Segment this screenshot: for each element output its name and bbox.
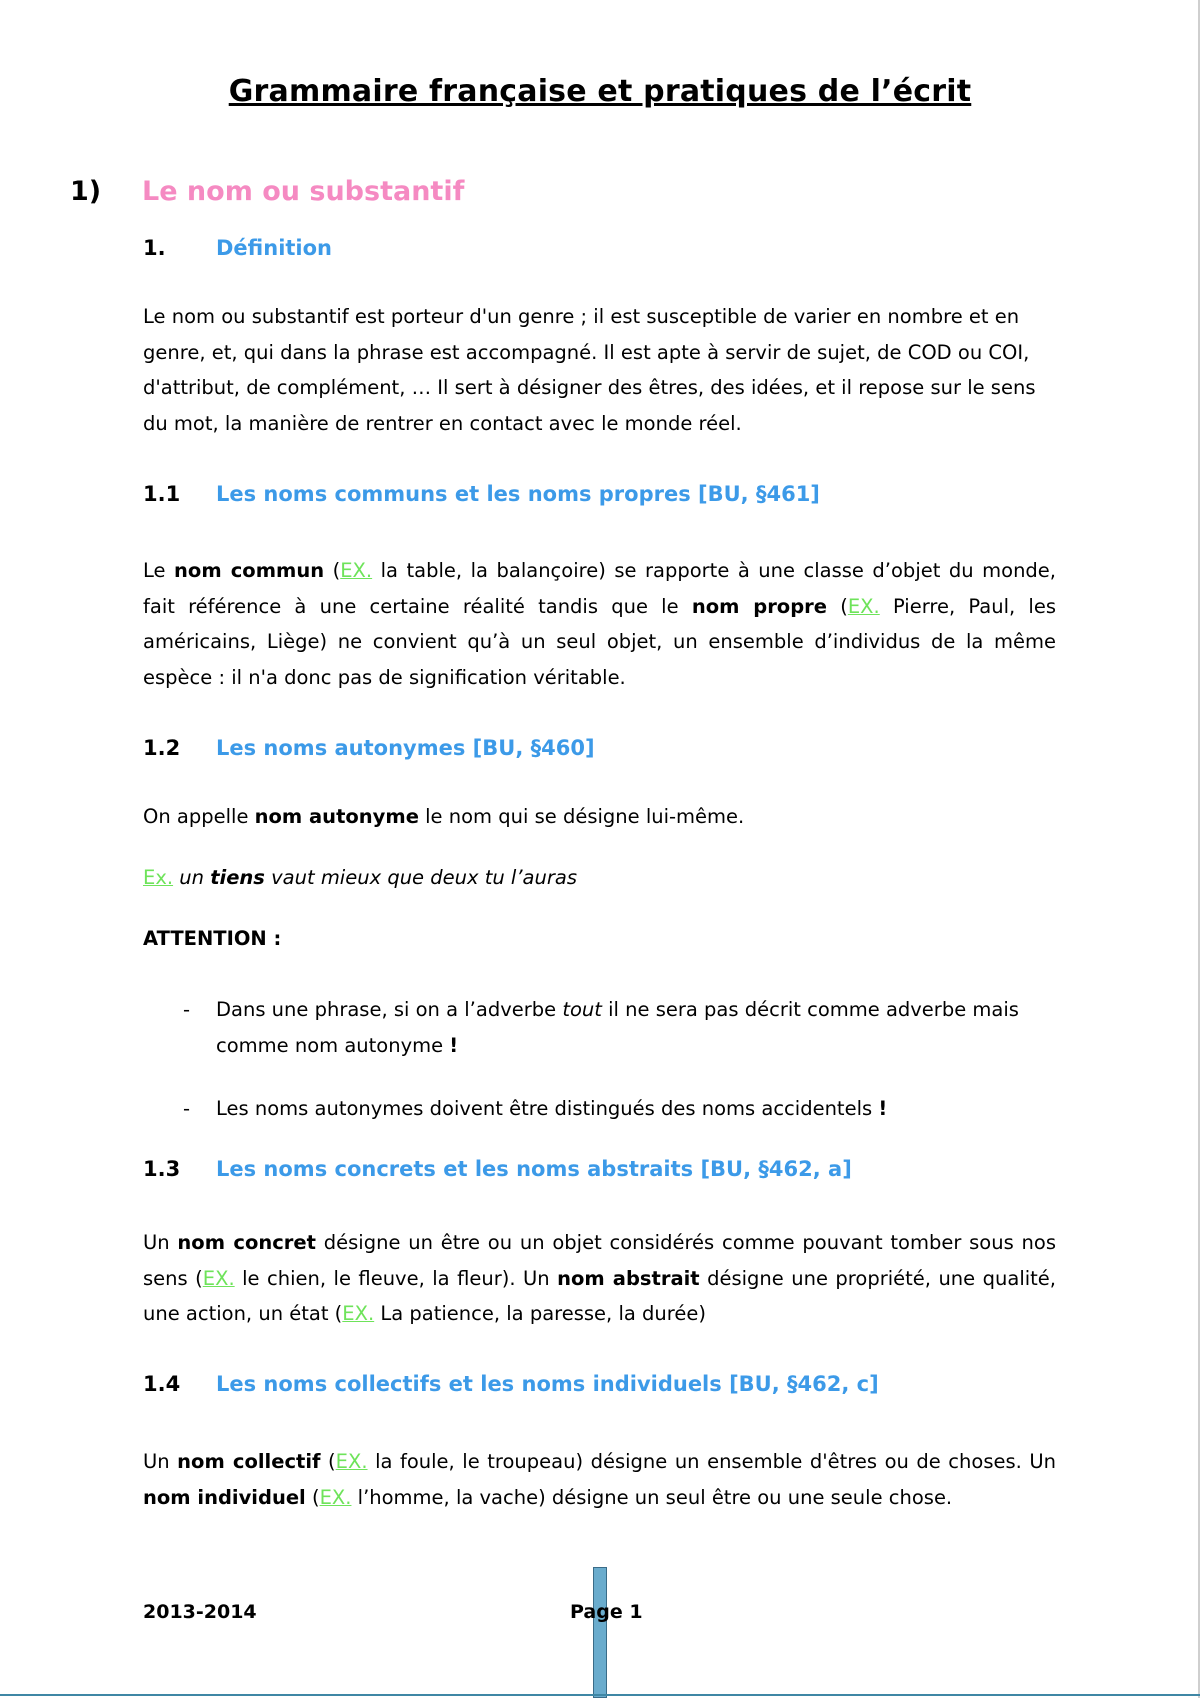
text-run: vaut mieux que deux tu l’auras <box>264 866 577 889</box>
footer-year: 2013-2014 <box>143 1601 257 1623</box>
subheading-number: 1.4 <box>143 1372 181 1396</box>
section-number: 1) <box>70 176 102 207</box>
example-line <box>143 866 577 889</box>
example-link[interactable]: EX. <box>202 1266 235 1290</box>
subheading-title: Les noms communs et les noms propres [BU, §461] <box>216 482 820 506</box>
section-title: Le nom ou substantif <box>142 176 465 207</box>
term-tiens: tiens <box>210 866 265 889</box>
paragraph-noms-communs <box>143 553 1056 695</box>
paragraph-nom-autonyme <box>143 799 1056 835</box>
subheading-number: 1. <box>143 236 166 260</box>
paragraph-noms-concrets <box>143 1225 1056 1332</box>
term-nom-individuel: nom individuel <box>143 1485 306 1509</box>
bullet-text <box>216 1091 1056 1127</box>
subheading-title: Les noms autonymes [BU, §460] <box>216 736 595 760</box>
exclamation: ! <box>449 1033 459 1057</box>
text-run: Le <box>143 559 175 582</box>
text-run: l’homme, la vache) désigne un seul être ou une seule chose. <box>351 1485 953 1509</box>
text-run: désigne un être ou un objet considérés comme pouvant tomber sous nos sens ( <box>143 1231 1056 1290</box>
example-link[interactable]: EX. <box>847 594 880 618</box>
example-link[interactable]: EX. <box>319 1485 352 1509</box>
term-nom-abstrait: nom abstrait <box>557 1266 700 1290</box>
text-run: désigne une propriété, une qualité, une action, un état ( <box>143 1266 1056 1325</box>
footer-page-number: Page 1 <box>570 1601 643 1623</box>
attention-label: ATTENTION : <box>143 927 282 950</box>
term-tout: tout <box>562 998 602 1021</box>
subheading-number: 1.2 <box>143 736 181 760</box>
text-run: le nom qui se désigne lui-même. <box>418 805 745 828</box>
exclamation: ! <box>878 1097 888 1120</box>
subheading-title: Les noms concrets et les noms abstraits [BU, §462, a] <box>216 1157 852 1181</box>
text-run: ( <box>320 1450 336 1473</box>
text-run: ( <box>827 594 848 618</box>
bullet-dash: - <box>183 998 191 1021</box>
bullet-dash: - <box>183 1097 191 1120</box>
text-run: Pierre, Paul, les américains, Liège) ne convient qu’à un seul objet, un ensemble d’individus de la même espèce : il n'a donc pas de signification véritable. <box>143 594 1056 689</box>
text-run: ( <box>324 559 341 582</box>
text-run: La patience, la paresse, la durée) <box>374 1302 706 1325</box>
example-link[interactable]: EX. <box>342 1302 375 1325</box>
page-marker-tab <box>593 1567 607 1698</box>
bottom-rule <box>0 1694 1200 1696</box>
text-run: la foule, le troupeau) désigne un ensemble d'êtres ou de choses. Un <box>367 1450 1056 1473</box>
definition-paragraph: Le nom ou substantif est porteur d'un genre ; il est susceptible de varier en nombre et en genre, et, qui dans la phrase est accompagné. Il est apte à servir de sujet, de COD ou COI, d'attribut, de complément, … Il sert à désigner des êtres, des idées, et il repose sur le sens du mot, la manière de rentrer en contact avec le monde réel. <box>143 305 1036 435</box>
term-nom-propre: nom propre <box>691 594 828 618</box>
subheading-number: 1.3 <box>143 1157 181 1181</box>
term-nom-concret: nom concret <box>177 1231 316 1254</box>
example-link[interactable]: Ex. <box>143 866 174 889</box>
term-nom-autonyme: nom autonyme <box>254 805 419 828</box>
subheading-number: 1.1 <box>143 482 181 506</box>
document-title: Grammaire française et pratiques de l’écrit <box>228 74 972 109</box>
term-nom-collectif: nom collectif <box>177 1450 321 1473</box>
subheading-title: Les noms collectifs et les noms individuels [BU, §462, c] <box>216 1372 879 1396</box>
text-run: ( <box>305 1485 320 1509</box>
subheading-title: Définition <box>216 236 333 260</box>
text-run: le chien, le fleuve, la fleur). Un <box>234 1266 558 1290</box>
text-run: un <box>173 866 211 889</box>
text-run: la table, la balançoire) se rapporte à une classe d’objet du monde, fait référence à une certaine réalité tandis que le <box>143 559 1056 618</box>
bullet-text <box>216 992 1056 1063</box>
text-run: Un <box>143 1231 178 1254</box>
example-link[interactable]: EX. <box>335 1450 368 1473</box>
text-run: il ne sera pas décrit comme adverbe mais comme nom autonyme <box>216 998 1019 1057</box>
term-nom-commun: nom commun <box>174 559 325 582</box>
paragraph-noms-collectifs <box>143 1444 1056 1515</box>
text-run: Un <box>143 1450 178 1473</box>
example-link[interactable]: EX. <box>340 559 373 582</box>
text-run: Dans une phrase, si on a l’adverbe <box>216 998 563 1021</box>
text-run: Les noms autonymes doivent être distingués des noms accidentels <box>216 1097 879 1120</box>
text-run: On appelle <box>143 805 255 828</box>
